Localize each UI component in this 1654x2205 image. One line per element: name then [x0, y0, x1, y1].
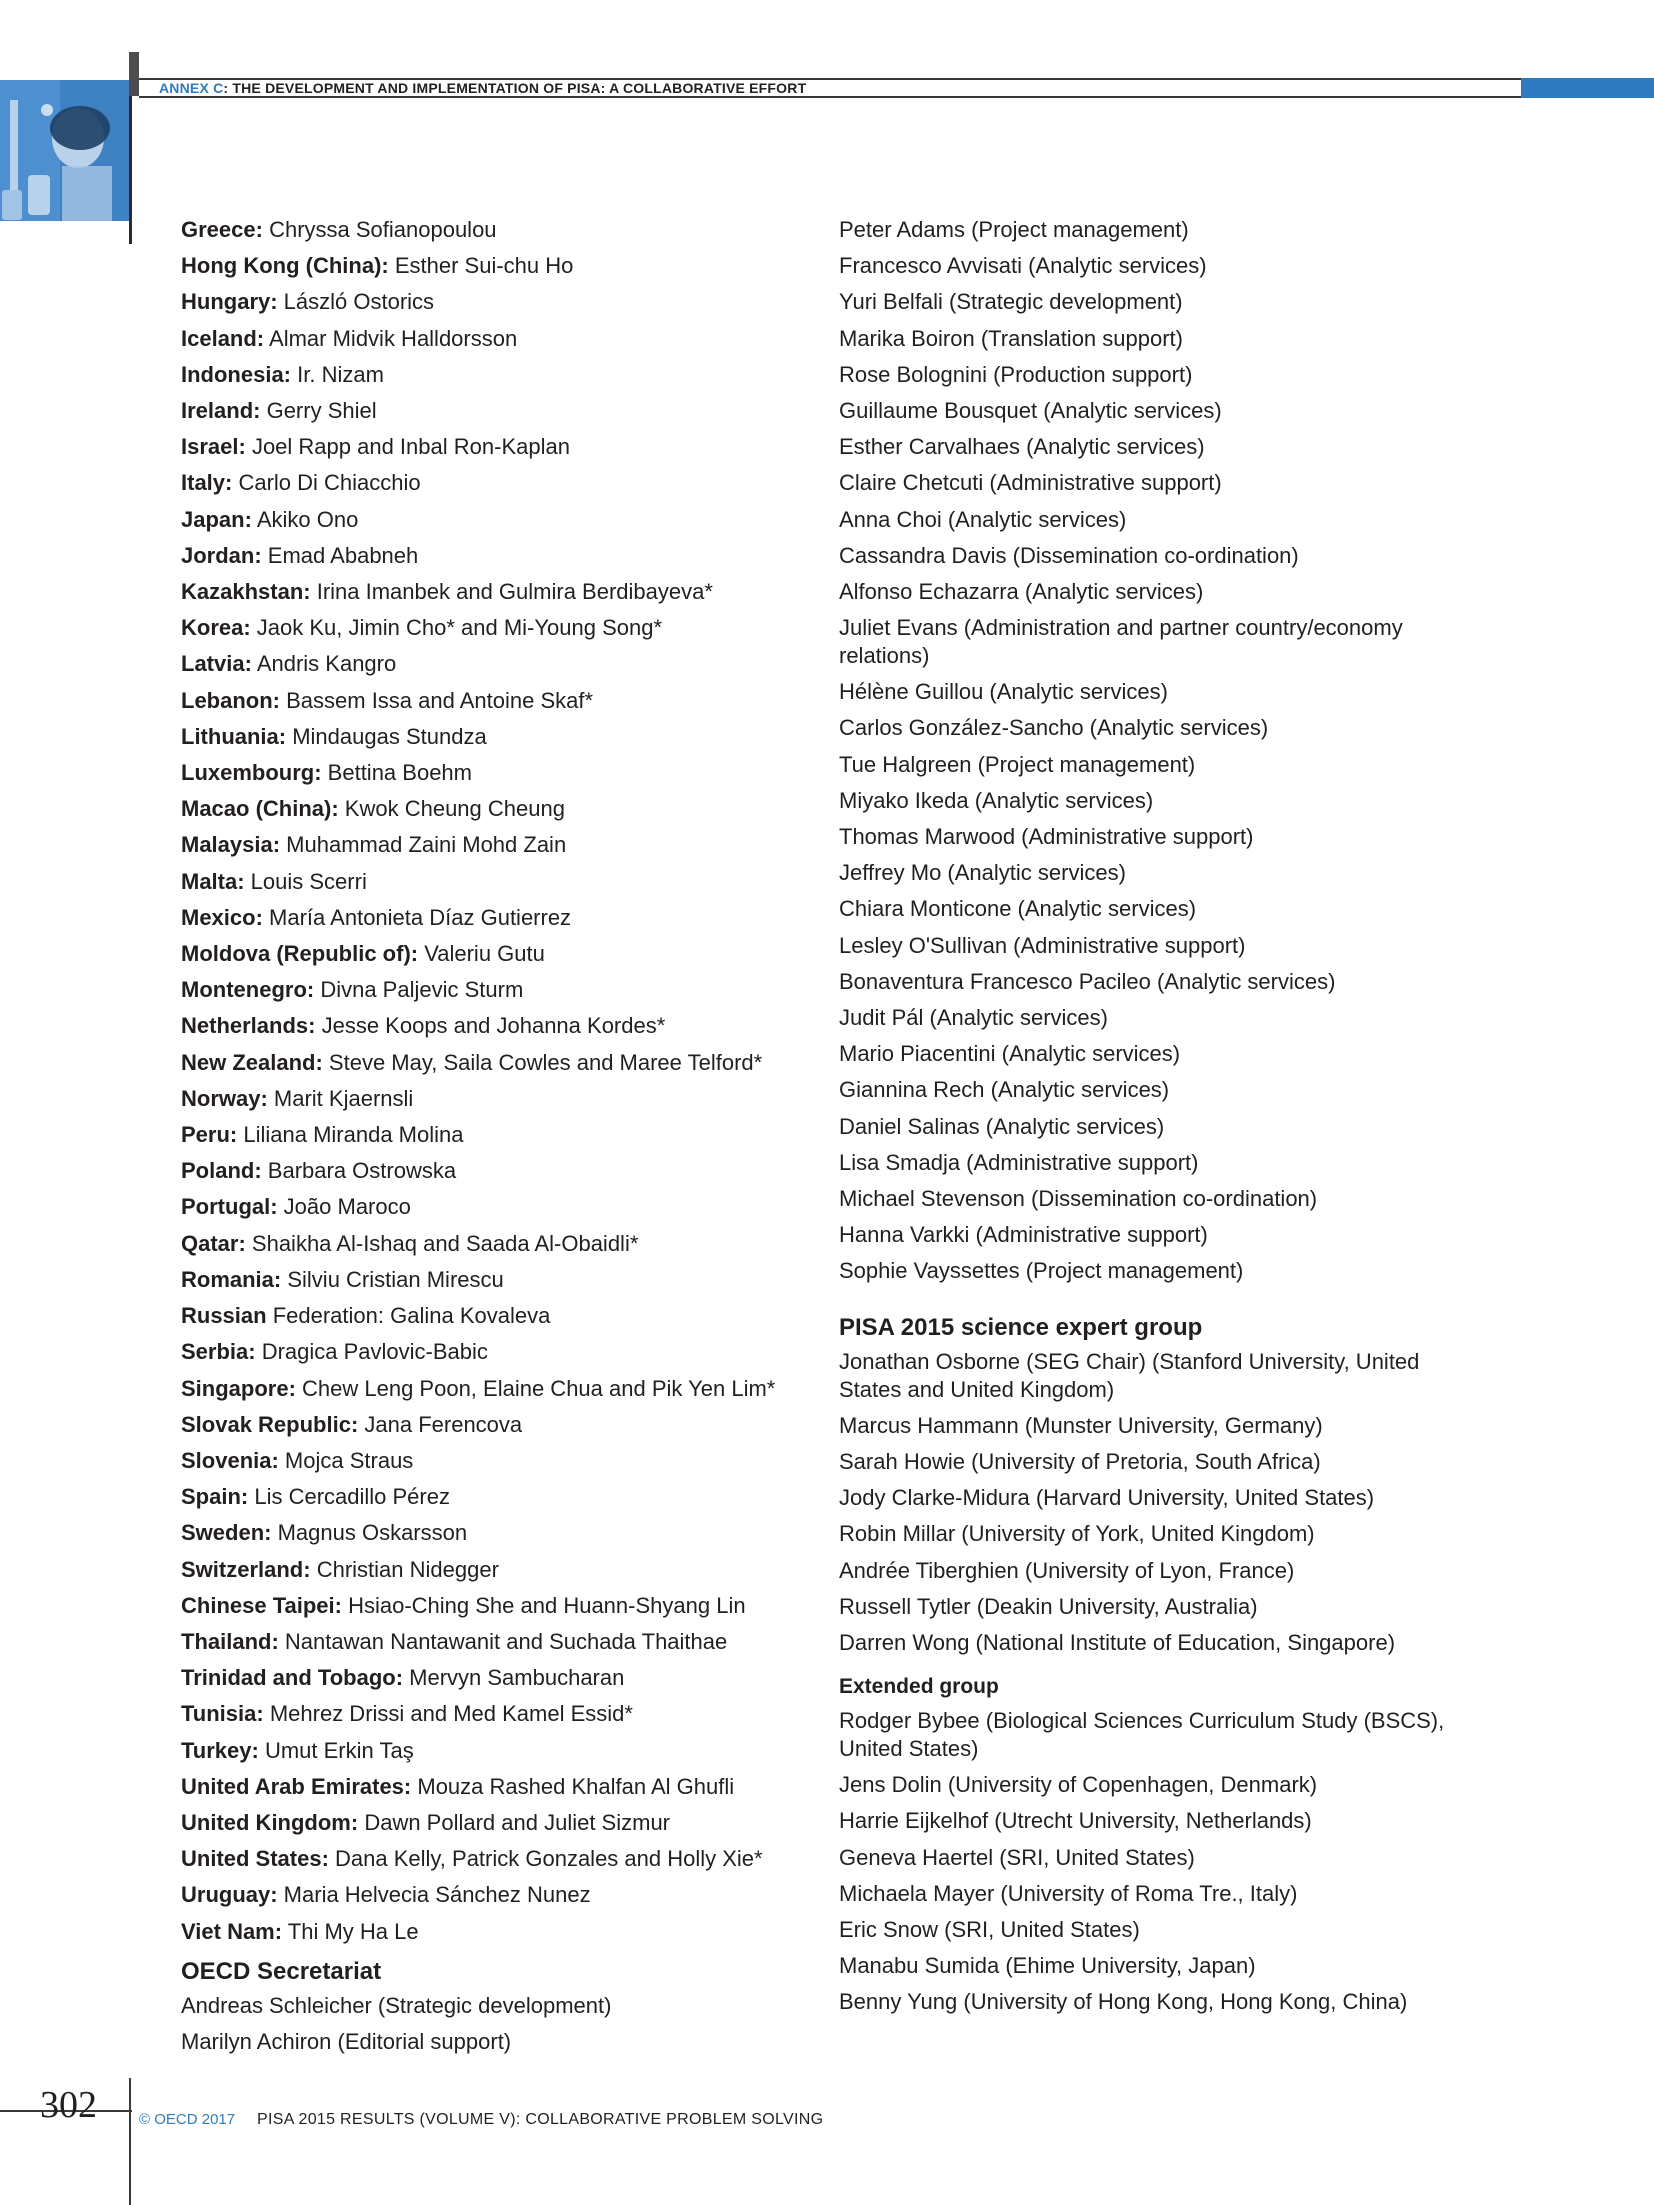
national-managers-list — [181, 212, 791, 1950]
list-item — [181, 248, 791, 284]
list-item — [181, 791, 791, 827]
list-item: Daniel Salinas (Analytic services) — [839, 1113, 1165, 1139]
member-names: László Ostorics — [277, 289, 435, 315]
list-item: Alfonso Echazarra (Analytic services) — [839, 579, 1204, 605]
list-item — [181, 1334, 791, 1370]
list-item — [181, 1841, 791, 1877]
country-label: Jordan: — [181, 542, 262, 568]
list-item: Jeffrey Mo (Analytic services) — [839, 860, 1126, 886]
list-item — [181, 1008, 791, 1044]
list-item — [181, 1769, 791, 1805]
country-label: Poland: — [181, 1158, 262, 1184]
list-item: Robin Millar (University of York, United Kingdom) — [839, 1521, 1315, 1547]
list-item — [181, 719, 791, 755]
list-item: Eric Snow (SRI, United States) — [839, 1916, 1140, 1942]
member-names: Marit Kjaernsli — [267, 1085, 414, 1111]
member-names: Steve May, Saila Cowles and Maree Telford* — [322, 1049, 763, 1075]
list-item: Sarah Howie (University of Pretoria, South Africa) — [839, 1448, 1321, 1474]
list-item — [181, 321, 791, 357]
list-item: Francesco Avvisati (Analytic services) — [839, 253, 1207, 279]
member-names: Federation: Galina Kovaleva — [266, 1303, 551, 1329]
member-names: Jana Ferencova — [358, 1411, 523, 1437]
member-names: Umut Erkin Taş — [258, 1737, 414, 1763]
member-names: Ir. Nizam — [291, 361, 384, 387]
country-label: Moldova (Republic of): — [181, 941, 419, 967]
country-label: Singapore: — [181, 1375, 296, 1401]
extended-group-heading: Extended group — [839, 1675, 999, 1699]
member-names: Kwok Cheung Cheung — [338, 796, 565, 822]
list-item: Geneva Haertel (SRI, United States) — [839, 1844, 1195, 1870]
list-item: Manabu Sumida (Ehime University, Japan) — [839, 1953, 1256, 1979]
list-item — [181, 900, 791, 936]
list-item: Michaela Mayer (University of Roma Tre., Italy) — [839, 1880, 1298, 1906]
country-label: Qatar: — [181, 1230, 246, 1256]
list-item: Cassandra Davis (Dissemination co-ordination) — [839, 542, 1299, 568]
list-item — [181, 1153, 791, 1189]
member-names: João Maroco — [277, 1194, 411, 1220]
header-vertical-rule — [129, 96, 132, 244]
list-item: Bonaventura Francesco Pacileo (Analytic services) — [839, 968, 1336, 994]
footer-vertical-rule — [129, 2078, 131, 2205]
country-label: Lithuania: — [181, 723, 287, 749]
list-item: Andreas Schleicher (Strategic development) — [181, 1992, 612, 2018]
country-label: Korea: — [181, 615, 251, 641]
member-names: Dawn Pollard and Juliet Sizmur — [358, 1809, 671, 1835]
list-item — [181, 1877, 791, 1913]
member-names: Jaok Ku, Jimin Cho* and Mi-Young Song* — [250, 615, 663, 641]
country-label: United States: — [181, 1846, 329, 1872]
oecd-secretariat-list-left — [181, 1988, 791, 2060]
country-label: Israel: — [181, 434, 246, 460]
country-label: Viet Nam: — [181, 1918, 283, 1944]
country-label: Norway: — [181, 1085, 268, 1111]
list-item — [181, 1588, 791, 1624]
country-label: Romania: — [181, 1266, 282, 1292]
list-item: Anna Choi (Analytic services) — [839, 506, 1127, 532]
member-names: Jesse Koops and Johanna Kordes* — [315, 1013, 666, 1039]
header-rule-bottom — [139, 96, 1521, 98]
member-names: Mindaugas Stundza — [286, 723, 487, 749]
list-item: Thomas Marwood (Administrative support) — [839, 824, 1254, 850]
list-item — [181, 574, 791, 610]
member-names: Lis Cercadillo Pérez — [248, 1484, 450, 1510]
list-item — [181, 1733, 791, 1769]
country-label: Indonesia: — [181, 361, 292, 387]
science-expert-group-list — [839, 1344, 1479, 1661]
country-label: Slovak Republic: — [181, 1411, 359, 1437]
list-item: Jody Clarke-Midura (Harvard University, United States) — [839, 1485, 1375, 1511]
member-names: Esther Sui-chu Ho — [388, 253, 574, 279]
member-names: Hsiao-Ching She and Huann-Shyang Lin — [341, 1592, 746, 1618]
list-item — [181, 683, 791, 719]
list-item — [181, 284, 791, 320]
list-item — [181, 1624, 791, 1660]
header-accent-bar — [129, 52, 139, 96]
country-label: Sweden: — [181, 1520, 272, 1546]
member-names: Nantawan Nantawanit and Suchada Thaithae — [278, 1628, 728, 1654]
member-names: Carlo Di Chiacchio — [232, 470, 421, 496]
member-names: Chew Leng Poon, Elaine Chua and Pik Yen Lim* — [295, 1375, 776, 1401]
list-item — [181, 1189, 791, 1225]
list-item — [181, 1696, 791, 1732]
country-label: Thailand: — [181, 1628, 279, 1654]
member-names: Silviu Cristian Mirescu — [281, 1266, 504, 1292]
member-names: Emad Ababneh — [261, 542, 419, 568]
member-names: Bettina Boehm — [321, 760, 472, 786]
country-label: Iceland: — [181, 325, 265, 351]
list-item — [181, 1552, 791, 1588]
list-item — [181, 646, 791, 682]
member-names: Christian Nidegger — [310, 1556, 499, 1582]
oecd-secretariat-list-right — [839, 212, 1479, 1290]
member-names: María Antonieta Díaz Gutierrez — [262, 904, 572, 930]
list-item: Giannina Rech (Analytic services) — [839, 1077, 1170, 1103]
country-label: Montenegro: — [181, 977, 315, 1003]
country-label: United Arab Emirates: — [181, 1773, 412, 1799]
footer-copyright: © OECD 2017 — [139, 2111, 236, 2128]
footer-publication-title: PISA 2015 RESULTS (VOLUME V): COLLABORATIVE PROBLEM SOLVING — [257, 2111, 824, 2128]
list-item — [181, 1298, 791, 1334]
list-item: Esther Carvalhaes (Analytic services) — [839, 434, 1205, 460]
country-label: Ireland: — [181, 398, 261, 424]
list-item: Marcus Hammann (Munster University, Germany) — [839, 1412, 1323, 1438]
list-item — [181, 1262, 791, 1298]
list-item: Carlos González-Sancho (Analytic services) — [839, 715, 1269, 741]
member-names: Andris Kangro — [251, 651, 397, 677]
country-label: Lebanon: — [181, 687, 280, 713]
country-label: Slovenia: — [181, 1447, 279, 1473]
member-names: Magnus Oskarsson — [271, 1520, 468, 1546]
list-item: Marilyn Achiron (Editorial support) — [181, 2028, 512, 2054]
list-item — [181, 212, 791, 248]
oecd-secretariat-heading: OECD Secretariat — [181, 1957, 382, 1985]
list-item: Miyako Ikeda (Analytic services) — [839, 787, 1154, 813]
list-item — [181, 1045, 791, 1081]
country-label: New Zealand: — [181, 1049, 323, 1075]
list-item: Claire Chetcuti (Administrative support) — [839, 470, 1222, 496]
list-item — [181, 1515, 791, 1551]
country-label: Malta: — [181, 868, 245, 894]
country-label: Tunisia: — [181, 1701, 264, 1727]
list-item — [181, 393, 791, 429]
member-names: Mervyn Sambucharan — [403, 1665, 625, 1691]
list-item — [181, 1914, 791, 1950]
extended-group-list — [839, 1703, 1479, 2020]
member-names: Irina Imanbek and Gulmira Berdibayeva* — [310, 579, 713, 605]
member-names: Bassem Issa and Antoine Skaf* — [280, 687, 594, 713]
country-label: Peru: — [181, 1122, 238, 1148]
list-item — [181, 755, 791, 791]
left-column — [181, 212, 791, 2060]
list-item — [181, 1371, 791, 1407]
member-names: Louis Scerri — [244, 868, 367, 894]
country-label: Macao (China): — [181, 796, 339, 822]
country-label: United Kingdom: — [181, 1809, 359, 1835]
member-names: Dragica Pavlovic-Babic — [255, 1339, 488, 1365]
member-names: Valeriu Gutu — [418, 941, 545, 967]
member-names: Mojca Straus — [278, 1447, 414, 1473]
list-item — [181, 1805, 791, 1841]
list-item — [181, 972, 791, 1008]
member-names: Maria Helvecia Sánchez Nunez — [277, 1882, 591, 1908]
list-item — [181, 1407, 791, 1443]
list-item — [181, 538, 791, 574]
country-label: Japan: — [181, 506, 252, 532]
scientist-photo-icon — [0, 80, 129, 221]
list-item: Jens Dolin (University of Copenhagen, Denmark) — [839, 1772, 1318, 1798]
list-item: Harrie Eijkelhof (Utrecht University, Netherlands) — [839, 1808, 1312, 1834]
member-names: Mouza Rashed Khalfan Al Ghufli — [411, 1773, 735, 1799]
member-names: Shaikha Al-Ishaq and Saada Al-Obaidli* — [245, 1230, 639, 1256]
list-item: Sophie Vayssettes (Project management) — [839, 1258, 1244, 1284]
member-names: Divna Paljevic Sturm — [314, 977, 524, 1003]
country-label: Spain: — [181, 1484, 249, 1510]
list-item: Yuri Belfali (Strategic development) — [839, 289, 1183, 315]
list-item: Hélène Guillou (Analytic services) — [839, 679, 1168, 705]
list-item — [181, 1479, 791, 1515]
annex-label: ANNEX C — [159, 80, 224, 96]
list-item: Jonathan Osborne (SEG Chair) (Stanford University, United States and United Kingdom) — [839, 1348, 1420, 1402]
right-column — [839, 212, 1479, 2021]
list-item: Juliet Evans (Administration and partner country/economy relations) — [839, 615, 1403, 669]
header-photo — [0, 80, 129, 221]
list-item: Rose Bolognini (Production support) — [839, 361, 1193, 387]
list-item: Michael Stevenson (Dissemination co-ordination) — [839, 1186, 1318, 1212]
list-item: Russell Tytler (Deakin University, Australia) — [839, 1593, 1258, 1619]
science-expert-group-heading: PISA 2015 science expert group — [839, 1313, 1203, 1341]
country-label: Malaysia: — [181, 832, 281, 858]
list-item: Guillaume Bousquet (Analytic services) — [839, 398, 1222, 424]
list-item: Judit Pál (Analytic services) — [839, 1005, 1108, 1031]
list-item — [181, 357, 791, 393]
member-names: Muhammad Zaini Mohd Zain — [280, 832, 567, 858]
list-item: Tue Halgreen (Project management) — [839, 751, 1196, 777]
list-item: Peter Adams (Project management) — [839, 217, 1189, 242]
page-number: 302 — [40, 2084, 97, 2126]
header-blue-tab — [1521, 78, 1654, 98]
list-item: Benny Yung (University of Hong Kong, Hong Kong, China) — [839, 1989, 1408, 2015]
member-names: Liliana Miranda Molina — [237, 1122, 464, 1148]
country-label: Russian — [181, 1303, 267, 1329]
list-item: Chiara Monticone (Analytic services) — [839, 896, 1197, 922]
country-label: Portugal: — [181, 1194, 278, 1220]
list-item — [181, 827, 791, 863]
list-item — [181, 936, 791, 972]
country-label: Netherlands: — [181, 1013, 316, 1039]
list-item: Marika Boiron (Translation support) — [839, 325, 1183, 351]
running-header — [159, 80, 806, 96]
member-names: Dana Kelly, Patrick Gonzales and Holly Xie* — [328, 1846, 763, 1872]
member-names: Chryssa Sofianopoulou — [262, 217, 497, 242]
member-names: Gerry Shiel — [260, 398, 377, 424]
country-label: Chinese Taipei: — [181, 1592, 342, 1618]
country-label: Hungary: — [181, 289, 278, 315]
list-item: Lesley O'Sullivan (Administrative support) — [839, 932, 1246, 958]
country-label: Greece: — [181, 217, 263, 242]
list-item: Hanna Varkki (Administrative support) — [839, 1222, 1208, 1248]
member-names: Barbara Ostrowska — [261, 1158, 457, 1184]
country-label: Latvia: — [181, 651, 252, 677]
list-item: Andrée Tiberghien (University of Lyon, France) — [839, 1557, 1295, 1583]
country-label: Mexico: — [181, 904, 263, 930]
member-names: Thi My Ha Le — [282, 1918, 419, 1944]
list-item — [181, 429, 791, 465]
list-item — [181, 1081, 791, 1117]
country-label: Uruguay: — [181, 1882, 278, 1908]
list-item — [181, 610, 791, 646]
list-item — [181, 1226, 791, 1262]
list-item — [181, 1443, 791, 1479]
running-header-title: : THE DEVELOPMENT AND IMPLEMENTATION OF PISA: A COLLABORATIVE EFFORT — [223, 80, 807, 96]
member-names: Almar Midvik Halldorsson — [264, 325, 518, 351]
list-item — [181, 502, 791, 538]
country-label: Italy: — [181, 470, 233, 496]
country-label: Serbia: — [181, 1339, 256, 1365]
member-names: Mehrez Drissi and Med Kamel Essid* — [263, 1701, 633, 1727]
list-item — [181, 1117, 791, 1153]
list-item — [181, 864, 791, 900]
country-label: Kazakhstan: — [181, 579, 311, 605]
country-label: Luxembourg: — [181, 760, 322, 786]
country-label: Trinidad and Tobago: — [181, 1665, 404, 1691]
list-item: Lisa Smadja (Administrative support) — [839, 1149, 1199, 1175]
list-item — [181, 465, 791, 501]
list-item — [181, 1660, 791, 1696]
member-names: Akiko Ono — [251, 506, 359, 532]
member-names: Joel Rapp and Inbal Ron-Kaplan — [245, 434, 570, 460]
country-label: Turkey: — [181, 1737, 259, 1763]
country-label: Switzerland: — [181, 1556, 311, 1582]
list-item: Darren Wong (National Institute of Education, Singapore) — [839, 1629, 1396, 1655]
list-item: Rodger Bybee (Biological Sciences Curriculum Study (BSCS), United States) — [839, 1708, 1445, 1762]
country-label: Hong Kong (China): — [181, 253, 389, 279]
list-item: Mario Piacentini (Analytic services) — [839, 1041, 1181, 1067]
